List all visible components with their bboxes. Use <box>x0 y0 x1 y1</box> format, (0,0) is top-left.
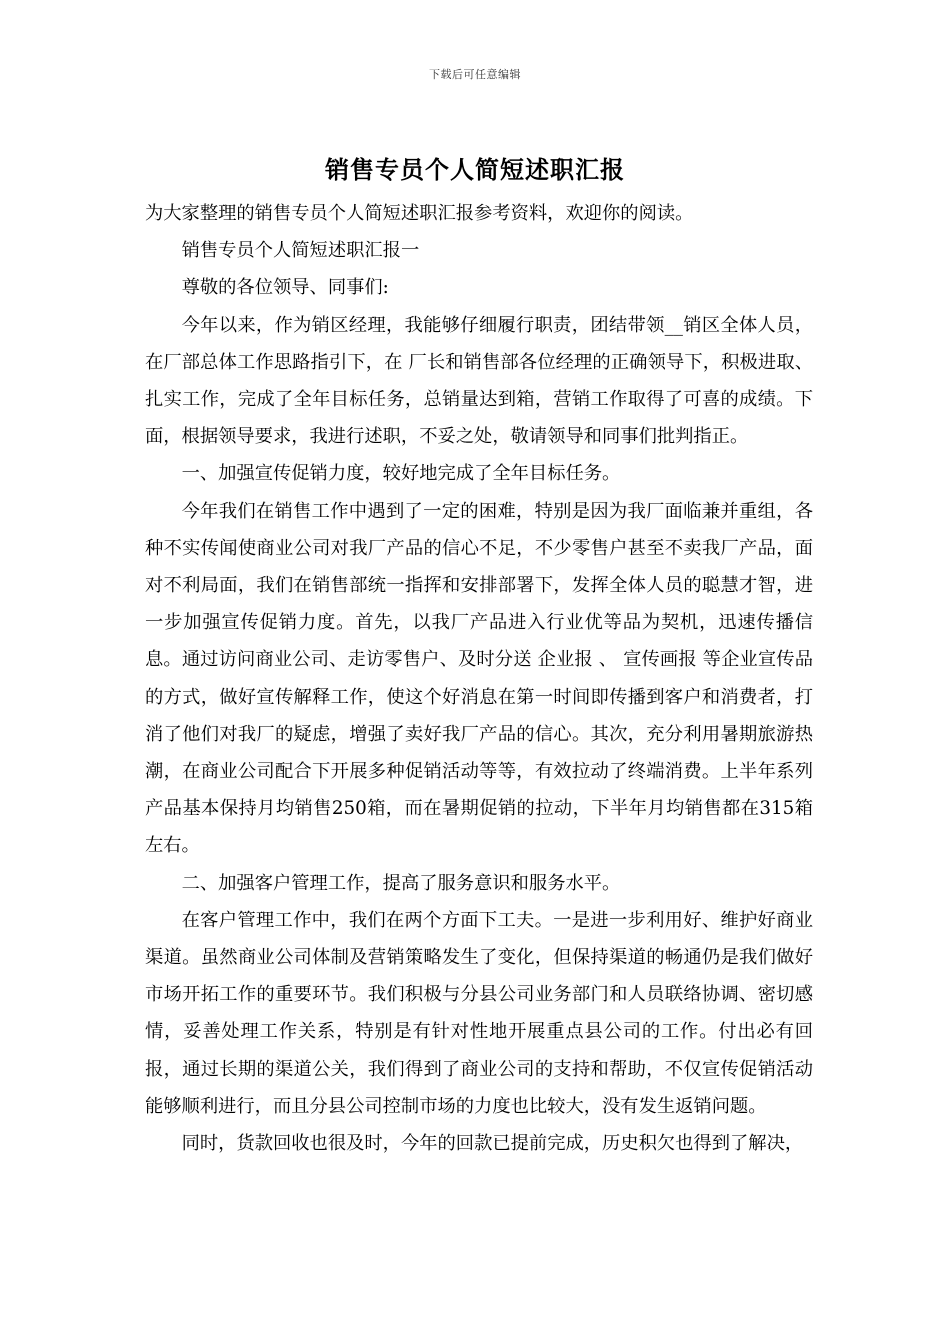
subsection-heading: 二、加强客户管理工作，提高了服务意识和服务水平。 <box>181 872 621 894</box>
section-heading: 销售专员个人简短述职汇报一 <box>181 240 420 262</box>
document-title: 销售专员个人简短述职汇报 <box>325 155 625 184</box>
body-paragraph: 在客户管理工作中，我们在两个方面下工夫。一是进一步利用好、维护好商业渠道。虽然商业公司体制及营销策略发生了变化，但保持渠道的畅通仍是我们做好市场开拓工作的重要环节。我们积极与分县公司业务部门和人员联络协调、密切感情，妥善处理工作关系，特别是有针对性地开展重点县公司的工作。付出必有回报，通过长期的渠道公关，我们得到了商业公司的支持和帮助，不仅宣传促销活动能够顺利进行，而且分县公司控制市场的力度也比较大，没有发生返销问题。 <box>145 909 813 1117</box>
document-body <box>145 195 813 1162</box>
body-paragraph: 今年我们在销售工作中遇到了一定的困难，特别是因为我厂面临兼并重组，各种不实传闻使商业公司对我厂产品的信心不足，不少零售户甚至不卖我厂产品，面对不利局面，我们在销售部统一指挥和安排部署下，发挥全体人员的聪慧才智，进一步加强宣传促销力度。首先，以我厂产品进入行业优等品为契机，迅速传播信息。通过访问商业公司、走访零售户、及时分送 企业报 、 宣传画报 等企业宣传品的方式，做好宣传解释工作，使这个好消息在第一时间即传播到客户和消费者，打消了他们对我厂的疑虑，增强了卖好我厂产品的信心。其次，充分利用暑期旅游热潮，在商业公司配合下开展多种促销活动等等，有效拉动了终端消费。上半年系列产品基本保持月均销售250箱，而在暑期促销的拉动，下半年月均销售都在315箱左右。 <box>145 500 813 857</box>
intro-paragraph: 为大家整理的销售专员个人简短述职汇报参考资料，欢迎你的阅读。 <box>145 203 694 224</box>
salutation: 尊敬的各位领导、同事们: <box>181 277 389 299</box>
subsection-heading: 一、加强宣传促销力度，较好地完成了全年目标任务。 <box>181 463 621 485</box>
header-note: 下载后可任意编辑 <box>429 68 521 81</box>
body-paragraph: 今年以来，作为销区经理，我能够仔细履行职责，团结带领__销区全体人员，在厂部总体工作思路指引下，在 厂长和销售部各位经理的正确领导下，积极进取、扎实工作，完成了全年目标任务，总销量达到箱，营销工作取得了可喜的成绩。下面，根据领导要求，我进行述职，不妥之处，敬请领导和同事们批判指正。 <box>145 314 813 448</box>
body-paragraph: 同时，货款回收也很及时，今年的回款已提前完成，历史积欠也得到了解决， <box>181 1133 804 1155</box>
